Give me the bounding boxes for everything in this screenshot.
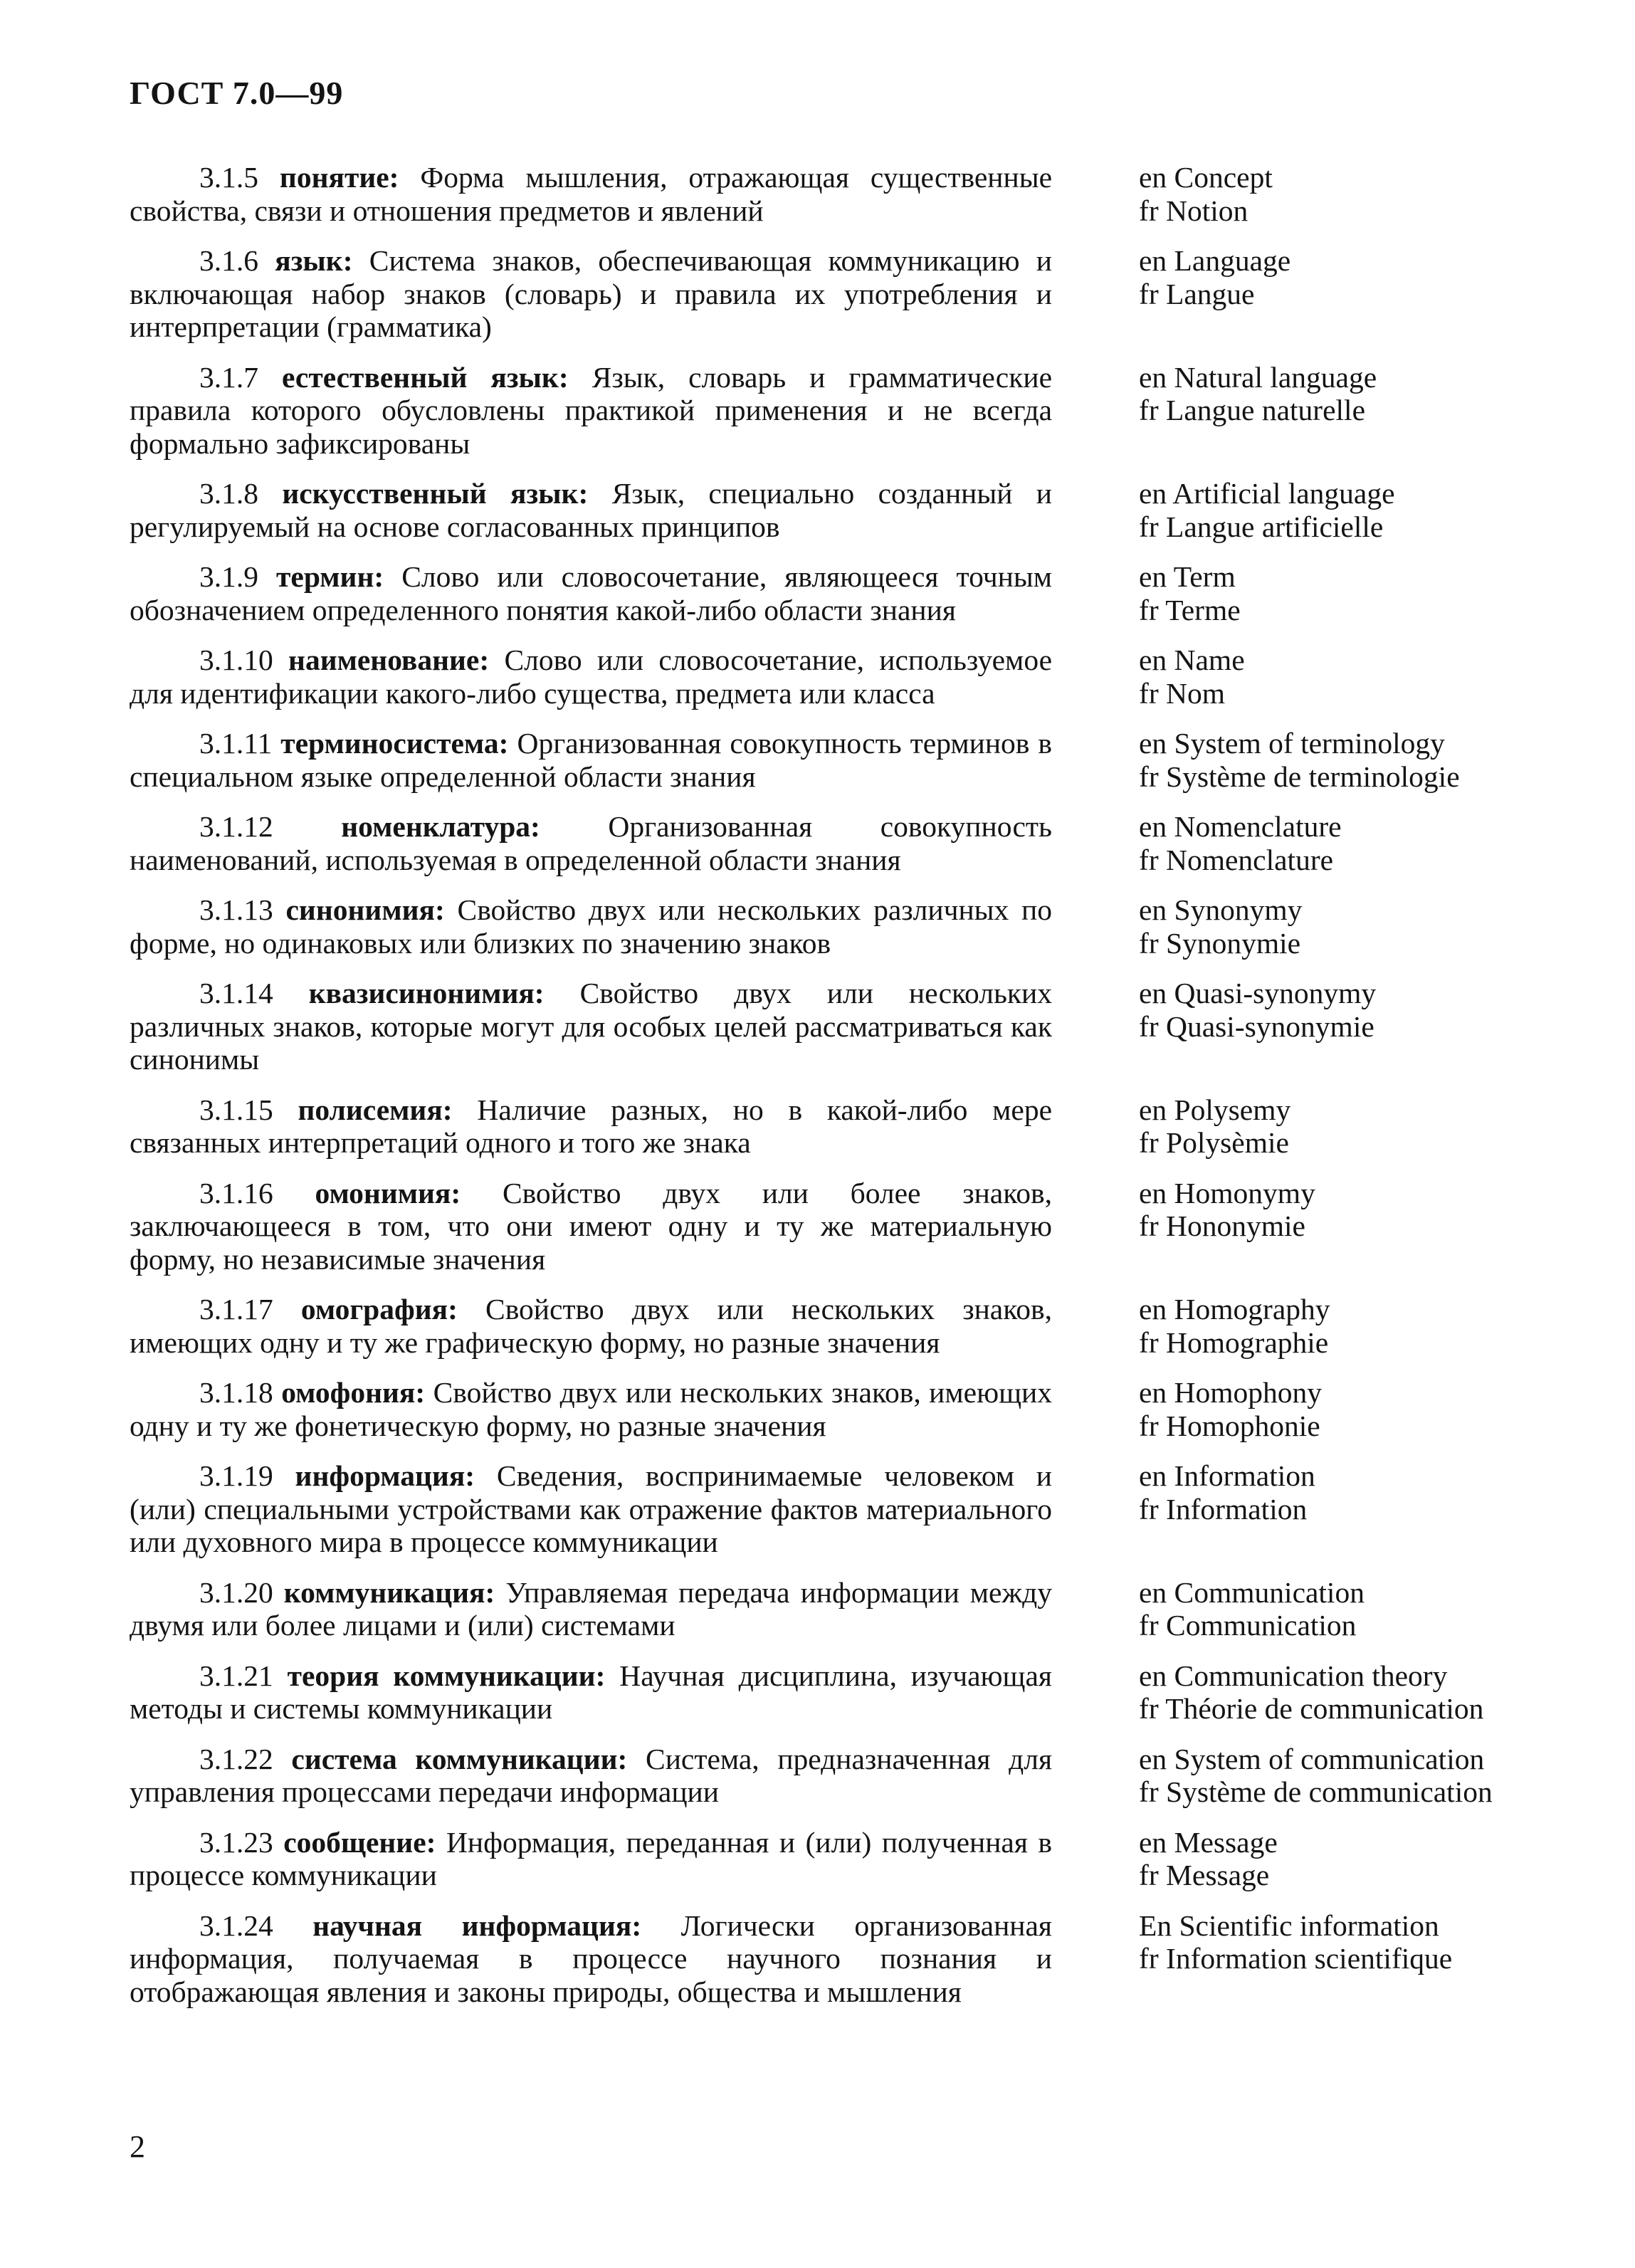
term-number: 3.1.19 [199,1459,273,1492]
term-number: 3.1.8 [199,477,258,510]
term-definition-text: Логически организованная информация, получаемая в процессе научного познания и отображающая явления и законы природы, общества и мышления [130,1909,1052,2008]
term-definition-text: Информация, переданная и (или) полученная в процессе коммуникации [130,1825,1053,1891]
term-definition-block [130,644,1052,710]
english-equivalent: en Synonymy [1139,893,1303,926]
term-definition-text: Свойство двух или нескольких различных знаков, которые могут для особых целей рассматриваться как синонимы [130,977,1053,1076]
english-equivalent: en Communication theory [1139,1659,1448,1692]
french-equivalent: fr Quasi-synonymie [1139,1009,1374,1043]
french-equivalent: fr Système de communication [1139,1775,1493,1808]
term-name: квазисинонимия: [308,977,545,1009]
term-definition-block [130,1826,1052,1892]
term-number: 3.1.6 [199,244,258,277]
term-translations [1139,560,1241,626]
french-equivalent: fr Communication [1139,1609,1357,1642]
french-equivalent: fr Nomenclature [1139,843,1334,876]
term-definition-text: Управляемая передача информации между двумя или более лицами и (или) системами [130,1575,1052,1642]
term-definition-text: Слово или словосочетание, используемое для идентификации какого-либо существа, предмета или класса [130,644,1052,710]
french-equivalent: fr Homophonie [1139,1409,1320,1442]
french-equivalent: fr Hononymie [1139,1209,1305,1242]
term-definition-text: Свойство двух или нескольких различных по форме, но одинаковых или близких по значению знаков [130,893,1052,960]
french-equivalent: fr Théorie de communication [1139,1692,1484,1725]
term-number: 3.1.12 [199,810,273,843]
term-number: 3.1.9 [199,560,258,593]
term-number: 3.1.7 [199,360,258,394]
term-translations [1139,1093,1290,1160]
term-number: 3.1.11 [199,727,273,760]
term-translations [1139,1459,1315,1526]
term-definition-text: Система знаков, обеспечивающая коммуникацию и включающая набор знаков (словарь) и правила их употребления и интерпретации (грамматика) [130,244,1052,343]
term-definition-block [130,1459,1052,1559]
english-equivalent: en Nomenclature [1139,810,1342,843]
term-name: теория коммуникации: [287,1659,606,1692]
term-definition-text: Язык, словарь и грамматические правила которого обусловлены практикой применения и не всегда формально зафиксированы [130,360,1052,460]
term-entry [130,1177,1539,1276]
term-entry [130,477,1539,543]
french-equivalent: fr Terme [1139,593,1241,626]
term-translations [1139,361,1377,427]
term-definition-block [130,161,1052,227]
term-definition-text: Язык, специально созданный и регулируемый на основе согласованных принципов [130,477,1053,543]
term-definition-block [130,1293,1052,1359]
term-definition-text: Свойство двух или более знаков, заключающееся в том, что они имеют одну и ту же материальную форму, но независимые значения [130,1176,1053,1276]
term-definition-text: Свойство двух или нескольких знаков, имеющих одну и ту же графическую форму, но разные значения [130,1293,1052,1359]
english-equivalent: en Communication [1139,1575,1365,1609]
term-definition-text: Организованная совокупность наименований, используемая в определенной области знания [130,810,1052,876]
term-entry [130,1826,1539,1892]
term-entry [130,361,1539,461]
french-equivalent: fr Notion [1139,194,1248,227]
english-equivalent: en System of communication [1139,1742,1485,1775]
term-entry [130,1743,1539,1809]
term-entry [130,1909,1539,2009]
term-entry [130,1459,1539,1559]
term-entry [130,1376,1539,1442]
term-translations [1139,727,1460,793]
term-definition-text: Организованная совокупность терминов в специальном языке определенной области знания [130,727,1052,793]
term-definition-block [130,1376,1052,1442]
term-entry [130,644,1539,710]
term-translations [1139,1177,1315,1243]
term-translations [1139,1909,1452,1975]
term-name: информация: [295,1459,475,1492]
term-definition-text: Научная дисциплина, изучающая методы и системы коммуникации [130,1659,1052,1725]
term-name: научная информация: [312,1909,642,1942]
term-name: сообщение: [283,1825,436,1859]
term-number: 3.1.22 [199,1742,273,1775]
term-entry [130,161,1539,227]
term-entry [130,1576,1539,1642]
term-translations [1139,1659,1483,1726]
term-list [130,161,1539,2025]
term-name: искусственный язык: [282,477,589,510]
term-definition-text: Система, предназначенная для управления процессами передачи информации [130,1742,1053,1808]
term-number: 3.1.15 [199,1093,273,1126]
french-equivalent: fr Polysèmie [1139,1126,1289,1159]
term-number: 3.1.21 [199,1659,273,1692]
term-translations [1139,893,1302,960]
term-definition-block [130,244,1052,344]
page-number: 2 [130,2129,145,2164]
term-definition-block [130,893,1052,960]
term-number: 3.1.16 [199,1176,273,1209]
term-translations [1139,1743,1493,1809]
term-name: естественный язык: [281,360,569,394]
english-equivalent: en Concept [1139,161,1273,194]
term-name: номенклатура: [341,810,540,843]
term-name: термин: [276,560,384,593]
term-entry [130,1293,1539,1359]
english-equivalent: en Quasi-synonymy [1139,977,1377,1009]
english-equivalent: En Scientific information [1139,1909,1439,1942]
english-equivalent: en Information [1139,1459,1315,1492]
english-equivalent: en Language [1139,244,1291,277]
english-equivalent: en Message [1139,1825,1278,1859]
term-name: полисемия: [298,1093,453,1126]
term-translations [1139,1576,1365,1642]
term-translations [1139,644,1245,710]
term-entry [130,727,1539,793]
term-translations [1139,477,1395,543]
term-name: омография: [300,1293,458,1325]
term-entry [130,810,1539,876]
french-equivalent: fr Langue artificielle [1139,510,1384,543]
term-translations [1139,977,1376,1043]
french-equivalent: fr Synonymie [1139,926,1301,960]
term-entry [130,977,1539,1076]
term-definition-block [130,361,1052,461]
term-translations [1139,1376,1322,1442]
term-translations [1139,810,1342,876]
term-definition-text: Свойство двух или нескольких знаков, имеющих одну и ту же фонетическую форму, но разные значения [130,1376,1052,1442]
term-definition-block [130,1909,1052,2009]
term-entry [130,244,1539,344]
document-header: ГОСТ 7.0—99 [130,75,344,111]
term-name: коммуникация: [283,1575,495,1609]
term-definition-block [130,1743,1052,1809]
english-equivalent: en Homography [1139,1293,1330,1325]
term-translations [1139,161,1273,227]
term-name: омофония: [281,1376,426,1409]
term-definition-block [130,1659,1052,1726]
term-number: 3.1.10 [199,644,273,676]
term-definition-text: Форма мышления, отражающая существенные свойства, связи и отношения предметов и явлений [130,161,1052,227]
term-number: 3.1.5 [199,161,258,194]
term-number: 3.1.20 [199,1575,273,1609]
french-equivalent: fr Nom [1139,676,1226,710]
term-definition-block [130,477,1052,543]
term-translations [1139,244,1290,310]
term-entry [130,1093,1539,1160]
french-equivalent: fr Homographie [1139,1325,1329,1359]
english-equivalent: en Name [1139,644,1245,676]
term-number: 3.1.24 [199,1909,273,1942]
term-definition-block [130,810,1052,876]
french-equivalent: fr Langue naturelle [1139,394,1365,426]
term-number: 3.1.14 [199,977,273,1009]
term-entry [130,1659,1539,1726]
term-translations [1139,1826,1278,1892]
term-name: язык: [275,244,353,277]
french-equivalent: fr Langue [1139,277,1255,310]
term-number: 3.1.13 [199,893,273,926]
english-equivalent: en Natural language [1139,360,1377,394]
english-equivalent: en System of terminology [1139,727,1445,760]
term-definition-block [130,1093,1052,1160]
term-name: терминосистема: [280,727,509,760]
english-equivalent: en Homophony [1139,1376,1323,1409]
term-definition-text: Наличие разных, но в какой-либо мере связанных интерпретаций одного и того же знака [130,1093,1053,1159]
english-equivalent: en Term [1139,560,1236,593]
term-name: система коммуникации: [291,1742,628,1775]
english-equivalent: en Homonymy [1139,1176,1315,1209]
french-equivalent: fr Message [1139,1859,1270,1891]
term-definition-block [130,560,1052,626]
term-definition-text: Слово или словосочетание, являющееся точным обозначением определенного понятия какой-либо области знания [130,560,1052,626]
french-equivalent: fr Information [1139,1492,1308,1526]
term-name: понятие: [279,161,399,194]
french-equivalent: fr Information scientifique [1139,1942,1453,1975]
term-name: синонимия: [285,893,445,926]
term-definition-block [130,977,1052,1076]
term-definition-block [130,727,1052,793]
term-definition-text: Сведения, воспринимаемые человеком и (или) специальными устройствами как отражение фактов материального или духовного мира в процессе коммуникации [130,1459,1053,1558]
english-equivalent: en Polysemy [1139,1093,1291,1126]
term-translations [1139,1293,1330,1359]
term-name: наименование: [288,644,490,676]
term-number: 3.1.18 [199,1376,273,1409]
term-entry [130,893,1539,960]
french-equivalent: fr Système de terminologie [1139,760,1460,793]
term-entry [130,560,1539,626]
english-equivalent: en Artificial language [1139,477,1395,510]
term-number: 3.1.23 [199,1825,273,1859]
term-number: 3.1.17 [199,1293,273,1325]
term-definition-block [130,1576,1052,1642]
term-name: омонимия: [315,1176,461,1209]
term-definition-block [130,1177,1052,1276]
